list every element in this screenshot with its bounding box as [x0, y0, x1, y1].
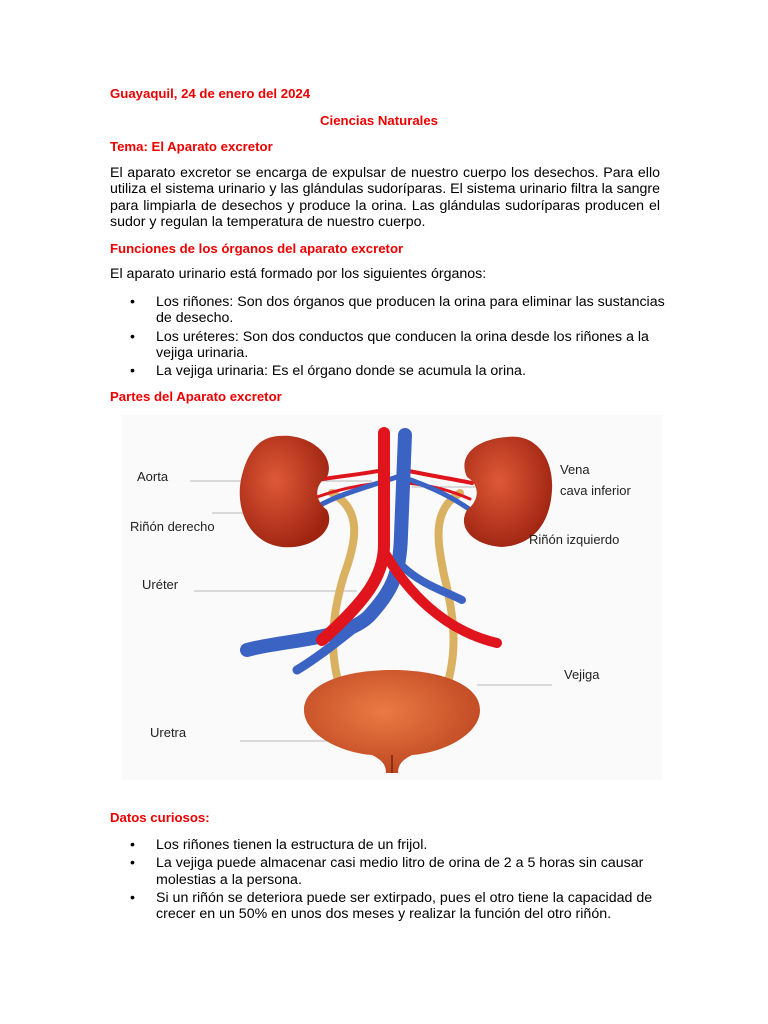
list-item: • Los riñones tienen la estructura de un frijol. [110, 837, 665, 853]
parts-heading: Partes del Aparato excretor [110, 389, 282, 404]
label-vena-cava: cava inferior [560, 483, 631, 498]
label-aorta: Aorta [137, 469, 169, 484]
label-left-kidney: Riñón izquierdo [529, 532, 620, 547]
excretory-diagram [122, 415, 662, 780]
label-urethra: Uretra [150, 725, 187, 740]
functions-intro: El aparato urinario está formado por los siguientes órganos: [110, 266, 487, 282]
topic-heading: Tema: El Aparato excretor [110, 139, 273, 154]
subject-title: Ciencias Naturales [320, 113, 439, 128]
right-kidney [240, 436, 330, 547]
list-item: • La vejiga urinaria: Es el órgano donde se acumula la orina. [110, 363, 665, 379]
intro-paragraph: El aparato excretor se encarga de expulsar de nuestro cuerpo los desechos. Para ello utiliza el sistema urinario y las glándulas sudoríparas. El sistema urinario filtra la sangre para limpiarla de desechos y produce la orina. Las glándulas sudoríparas producen el sudor y regulan la temperatura de nuestro cuerpo. [110, 165, 660, 230]
list-item: • Los riñones: Son dos órganos que producen la orina para eliminar las sustancias de desecho. [110, 294, 665, 327]
label-right-kidney: Riñón derecho [130, 519, 215, 534]
date-line: Guayaquil, 24 de enero del 2024 [110, 86, 311, 101]
functions-heading: Funciones de los órganos del aparato excretor [110, 241, 404, 256]
list-item: • La vejiga puede almacenar casi medio litro de orina de 2 a 5 horas sin causar molestias a la persona. [110, 855, 665, 888]
facts-list [110, 837, 665, 922]
list-item: • Si un riñón se deteriora puede ser extirpado, pues el otro tiene la capacidad de crecer en un 50% en unos dos meses y realizar la función del otro riñón. [110, 890, 665, 923]
label-vena: Vena [560, 462, 590, 477]
label-bladder: Vejiga [564, 667, 600, 682]
organs-list [110, 294, 665, 379]
facts-heading: Datos curiosos: [110, 810, 210, 825]
list-item: • Los uréteres: Son dos conductos que conducen la orina desde los riñones a la vejiga urinaria. [110, 329, 665, 362]
label-ureter: Uréter [142, 577, 179, 592]
